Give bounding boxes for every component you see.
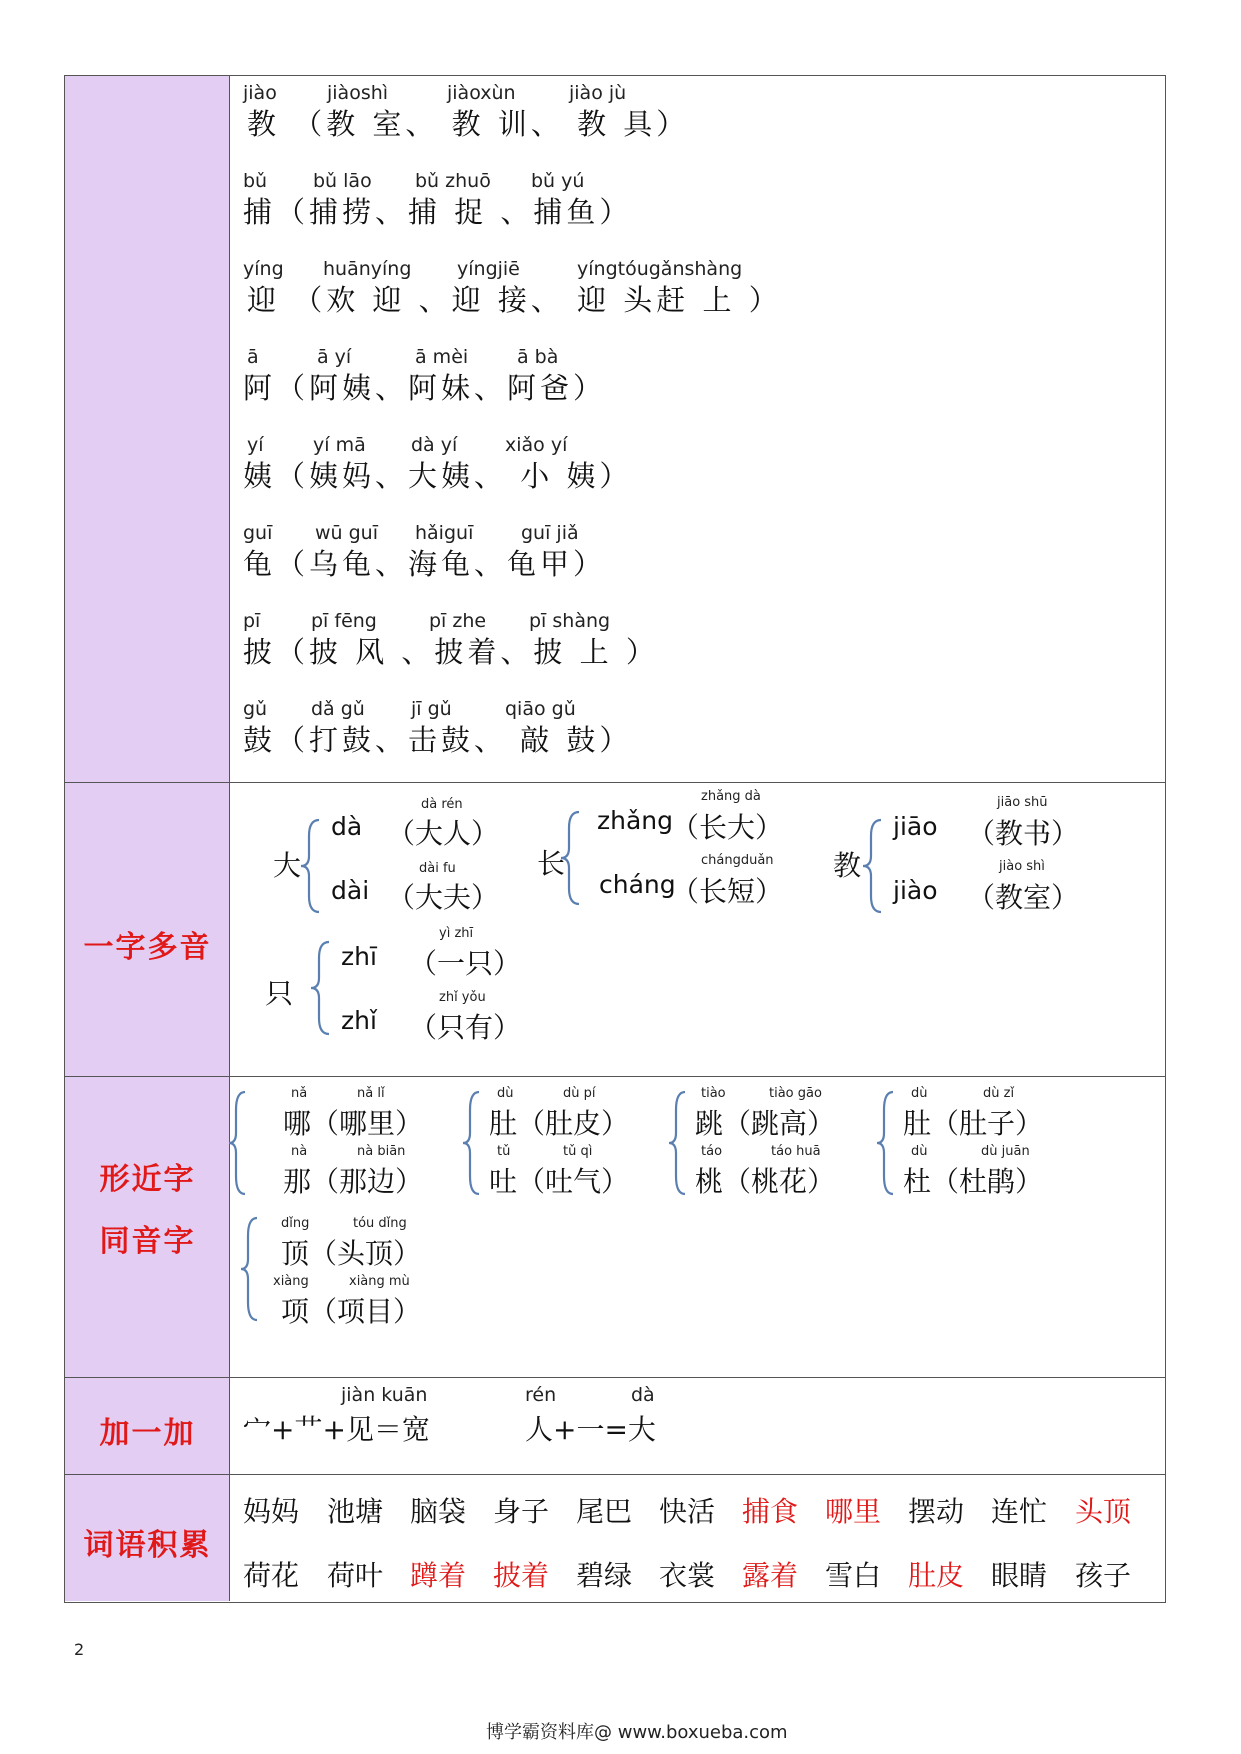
- similar-word: 肚（肚子）: [903, 1107, 1044, 1140]
- vocab-word: 雪白: [825, 1559, 882, 1592]
- vocab-word: 身子: [493, 1495, 550, 1528]
- vocab-word: 碧绿: [576, 1559, 633, 1592]
- vocab-word-highlight: 蹲着: [410, 1559, 467, 1592]
- char-pinyin: nà: [291, 1144, 308, 1159]
- vocab-word: 衣裳: [659, 1559, 716, 1592]
- pinyin: jiàoshì: [327, 82, 389, 104]
- poly-pinyin: jiāo: [893, 812, 938, 841]
- word-pinyin: nà biān: [357, 1144, 406, 1159]
- equation-kuan: 宀+艹+见＝宽: [243, 1413, 430, 1446]
- vocab-word: 池塘: [327, 1495, 384, 1528]
- pinyin: xiǎo yí: [505, 434, 568, 456]
- poly-pinyin: cháng: [599, 870, 676, 899]
- vocab-word: 脑袋: [410, 1495, 467, 1528]
- word-pinyin: tiào gāo: [769, 1086, 822, 1101]
- word-pinyin: zhǎng dà: [701, 789, 761, 804]
- poly-word: （只有）: [409, 1011, 522, 1044]
- word-line: 捕（捕捞、捕 捉 、捕鱼）: [243, 195, 633, 229]
- section-label-polyphones: 一字多音: [83, 930, 212, 965]
- pinyin: ā yí: [317, 346, 352, 368]
- divider: [65, 782, 1165, 783]
- label-column: [65, 76, 230, 1601]
- word-pinyin: zhǐ yǒu: [439, 990, 486, 1005]
- brace-icon: [227, 1088, 249, 1198]
- word-pinyin: jiào shì: [999, 859, 1045, 874]
- pinyin: wū guī: [315, 522, 379, 544]
- char-pinyin: dǐng: [281, 1216, 310, 1231]
- poly-pinyin: jiào: [893, 876, 938, 905]
- word-pinyin: tǔ qì: [563, 1144, 593, 1159]
- poly-word: （长大）: [671, 811, 784, 844]
- similar-word: 肚（肚皮）: [489, 1107, 630, 1140]
- poly-word: （大人）: [387, 817, 500, 850]
- brace-icon: [461, 1088, 483, 1198]
- pinyin: ā: [247, 346, 259, 368]
- word-pinyin: dà rén: [421, 797, 463, 812]
- pinyin: pī: [243, 610, 261, 632]
- equation-pinyin: rén: [525, 1384, 557, 1406]
- vocab-word-highlight: 肚皮: [908, 1559, 965, 1592]
- pinyin: ā mèi: [415, 346, 469, 368]
- char-pinyin: táo: [701, 1144, 723, 1159]
- pinyin: jiàoxùn: [447, 82, 516, 104]
- word-line: 迎 （欢 迎 、迎 接、 迎 头赶 上 ）: [247, 283, 782, 317]
- vocab-word: 眼睛: [991, 1559, 1048, 1592]
- word-pinyin: tóu dǐng: [353, 1216, 407, 1231]
- poly-pinyin: zhǐ: [341, 1006, 377, 1035]
- pinyin: jiào: [243, 82, 277, 104]
- word-pinyin: xiàng mù: [349, 1274, 410, 1289]
- vocab-word: 妈妈: [243, 1495, 300, 1528]
- equation-pinyin: dà: [631, 1384, 655, 1406]
- section-label-add: 加一加: [99, 1416, 196, 1451]
- similar-word: 项（项目）: [281, 1295, 422, 1328]
- similar-word: 杜（杜鹃）: [903, 1165, 1044, 1198]
- word-pinyin: jiāo shū: [997, 795, 1048, 810]
- brace-icon: [299, 816, 323, 916]
- poly-char: 教: [833, 849, 862, 882]
- pinyin: yíng: [243, 258, 284, 280]
- char-pinyin: tǔ: [497, 1144, 511, 1159]
- word-line: 姨（姨妈、大姨、 小 姨）: [243, 459, 633, 493]
- poly-word: （长短）: [671, 875, 784, 908]
- pinyin: guī: [243, 522, 273, 544]
- pinyin: bǔ zhuō: [415, 170, 491, 192]
- section-label-vocabulary: 词语积累: [83, 1528, 212, 1563]
- poly-pinyin: zhǎng: [597, 806, 674, 835]
- word-pinyin: nǎ lǐ: [357, 1086, 385, 1101]
- pinyin: yíngtóugǎnshàng: [577, 258, 743, 280]
- section-label-similar: 形近字: [99, 1162, 196, 1197]
- equation-pinyin: jiàn kuān: [341, 1384, 428, 1406]
- vocab-word: 荷叶: [327, 1559, 384, 1592]
- similar-word: 跳（跳高）: [695, 1107, 836, 1140]
- poly-word: （教室）: [967, 881, 1080, 914]
- similar-word: 吐（吐气）: [489, 1165, 630, 1198]
- poly-char: 长: [537, 847, 566, 880]
- word-pinyin: dù juān: [981, 1144, 1030, 1159]
- pinyin: jī gǔ: [411, 698, 452, 720]
- poly-word: （教书）: [967, 817, 1080, 850]
- word-line: 龟（乌龟、海龟、龟甲）: [243, 547, 607, 581]
- pinyin: gǔ: [243, 698, 268, 720]
- char-pinyin: dù: [911, 1086, 928, 1101]
- word-line: 鼓（打鼓、击鼓、 敲 鼓）: [243, 723, 633, 757]
- word-pinyin: chángduǎn: [701, 853, 774, 868]
- pinyin: dà yí: [411, 434, 458, 456]
- content-table: [64, 75, 1166, 1603]
- pinyin: bǔ: [243, 170, 268, 192]
- similar-word: 顶（头顶）: [281, 1237, 422, 1270]
- pinyin: huānyíng: [323, 258, 412, 280]
- equation-da: 人+一=大: [525, 1413, 656, 1446]
- word-pinyin: dù zǐ: [983, 1086, 1015, 1101]
- poly-pinyin: zhī: [341, 942, 377, 971]
- poly-pinyin: dà: [331, 812, 363, 841]
- word-pinyin: táo huā: [771, 1144, 821, 1159]
- word-pinyin: yì zhī: [439, 926, 474, 941]
- word-pinyin: dài fu: [419, 861, 456, 876]
- char-pinyin: dù: [911, 1144, 928, 1159]
- pinyin: qiāo gǔ: [505, 698, 576, 720]
- vocab-word: 尾巴: [576, 1495, 633, 1528]
- char-pinyin: dù: [497, 1086, 514, 1101]
- vocab-word: 孩子: [1075, 1559, 1132, 1592]
- pinyin: yíngjiē: [457, 258, 520, 280]
- poly-pinyin: dài: [331, 876, 370, 905]
- char-pinyin: xiàng: [273, 1274, 309, 1289]
- word-line: 教 （教 室、 教 训、 教 具）: [247, 107, 690, 141]
- vocab-word-highlight: 哪里: [825, 1495, 882, 1528]
- pinyin: jiào jù: [569, 82, 627, 104]
- poly-char: 只: [265, 977, 294, 1010]
- brace-icon: [861, 816, 885, 916]
- section-label-homophone: 同音字: [99, 1224, 196, 1259]
- pinyin: pī zhe: [429, 610, 487, 632]
- divider: [65, 1377, 1165, 1378]
- brace-icon: [559, 808, 583, 908]
- pinyin: guī jiǎ: [521, 522, 579, 544]
- pinyin: bǔ yú: [531, 170, 585, 192]
- pinyin: ā bà: [517, 346, 559, 368]
- word-line: 阿（阿姨、阿妹、阿爸）: [243, 371, 607, 405]
- word-line: 披（披 风 、披着、披 上 ）: [243, 635, 659, 669]
- poly-char: 大: [273, 849, 302, 882]
- poly-word: （大夫）: [387, 881, 500, 914]
- divider: [65, 1076, 1165, 1077]
- brace-icon: [875, 1088, 897, 1198]
- similar-word: 桃（桃花）: [695, 1165, 836, 1198]
- char-pinyin: nǎ: [291, 1086, 308, 1101]
- pinyin: bǔ lāo: [313, 170, 372, 192]
- vocab-word-highlight: 头顶: [1075, 1495, 1132, 1528]
- vocab-word: 连忙: [991, 1495, 1048, 1528]
- poly-word: （一只）: [409, 947, 522, 980]
- brace-icon: [667, 1088, 689, 1198]
- word-pinyin: dù pí: [563, 1086, 596, 1101]
- vocab-word: 摆动: [908, 1495, 965, 1528]
- vocab-word: 快活: [659, 1495, 716, 1528]
- pinyin: dǎ gǔ: [311, 698, 365, 720]
- pinyin: yí: [247, 434, 264, 456]
- vocab-word-highlight: 捕食: [742, 1495, 799, 1528]
- pinyin: hǎiguī: [415, 522, 474, 544]
- page-number: 2: [74, 1640, 85, 1659]
- vocab-word-highlight: 披着: [493, 1559, 550, 1592]
- char-pinyin: tiào: [701, 1086, 726, 1101]
- divider: [65, 1474, 1165, 1475]
- similar-word: 那（那边）: [283, 1165, 424, 1198]
- pinyin: yí mā: [313, 434, 366, 456]
- brace-icon: [309, 938, 333, 1038]
- footer-watermark: 博学霸资料库@ www.boxueba.com: [486, 1722, 788, 1743]
- similar-word: 哪（哪里）: [283, 1107, 424, 1140]
- brace-icon: [239, 1214, 261, 1324]
- pinyin: pī fēng: [311, 610, 377, 632]
- pinyin: pī shàng: [529, 610, 611, 632]
- vocab-word-highlight: 露着: [742, 1559, 799, 1592]
- vocab-word: 荷花: [243, 1559, 300, 1592]
